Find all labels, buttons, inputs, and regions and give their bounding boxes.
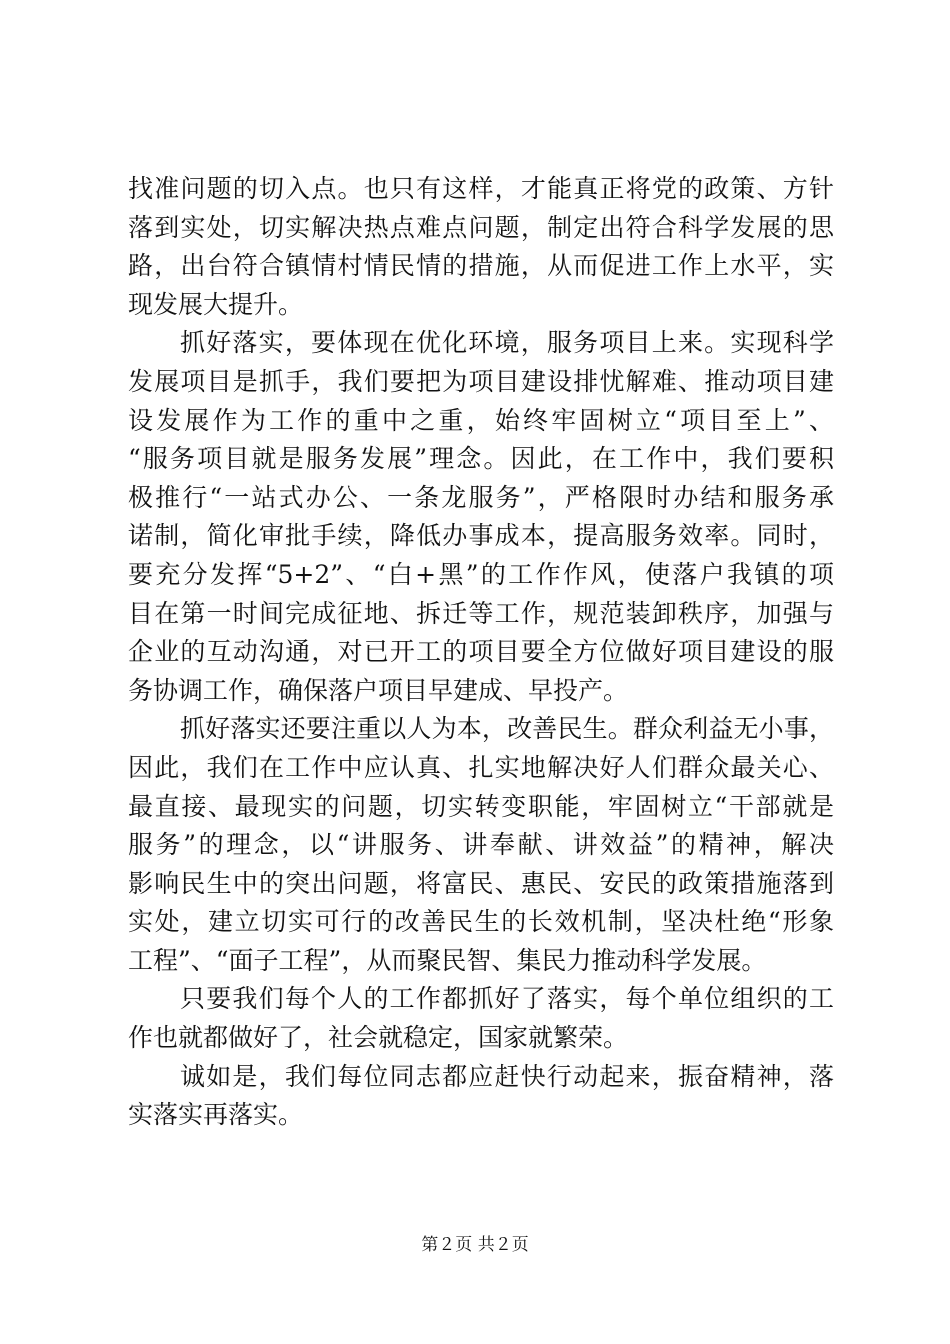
text-line: 现发展大提升。 xyxy=(128,289,304,319)
paragraph xyxy=(128,324,834,710)
text-line: 极推行“一站式办公、一条龙服务”，严格限时办结和服务承 xyxy=(128,482,834,512)
text-line: 服务”的理念，以“讲服务、讲奉献、讲效益”的精神，解决 xyxy=(128,830,834,860)
text-line: 发展项目是抓手，我们要把为项目建设排忧解难、推动项目建 xyxy=(128,366,834,396)
paragraph xyxy=(128,170,834,324)
page-footer: 第２页 共２页 xyxy=(421,1235,529,1255)
text-line: 最直接、最现实的问题，切实转变职能，牢固树立“干部就是 xyxy=(128,791,834,821)
text-line: 路，出台符合镇情村情民情的措施，从而促进工作上水平，实 xyxy=(128,251,834,281)
text-line: 抓好落实还要注重以人为本，改善民生。群众利益无小事， xyxy=(180,714,834,744)
paragraph xyxy=(128,1058,834,1135)
text-line: 诚如是，我们每位同志都应赶快行动起来，振奋精神，落 xyxy=(180,1061,834,1091)
text-line: 因此，我们在工作中应认真、扎实地解决好人们群众最关心、 xyxy=(128,752,834,782)
text-line: 抓好落实，要体现在优化环境，服务项目上来。实现科学 xyxy=(180,328,834,358)
text-line: 作也就都做好了，社会就稳定，国家就繁荣。 xyxy=(128,1023,629,1053)
text-line: 找准问题的切入点。也只有这样，才能真正将党的政策、方针 xyxy=(128,174,834,203)
paragraph xyxy=(128,980,834,1057)
text-line: 要充分发挥“5+2”、“白+黑”的工作作风，使落户我镇的项 xyxy=(128,559,834,589)
text-line: 设发展作为工作的重中之重，始终牢固树立“项目至上”、 xyxy=(128,405,834,435)
text-line: 目在第一时间完成征地、拆迁等工作，规范装卸秩序，加强与 xyxy=(128,598,834,628)
text-line: 工程”、“面子工程”，从而聚民智、集民力推动科学发展。 xyxy=(128,945,767,975)
text-line: 企业的互动沟通，对已开工的项目要全方位做好项目建设的服 xyxy=(128,637,834,667)
text-line: 只要我们每个人的工作都抓好了落实，每个单位组织的工 xyxy=(180,984,834,1014)
text-line: 影响民生中的突出问题，将富民、惠民、安民的政策措施落到 xyxy=(128,868,834,898)
text-line: 诺制，简化审批手续，降低办事成本，提高服务效率。同时， xyxy=(128,521,834,551)
text-line: 务协调工作，确保落户项目早建成、早投产。 xyxy=(128,675,629,705)
paragraph xyxy=(128,710,834,980)
text-line: 实处，建立切实可行的改善民生的长效机制，坚决杜绝“形象 xyxy=(128,907,834,937)
text-line: 实落实再落实。 xyxy=(128,1100,304,1130)
text-line: “服务项目就是服务发展”理念。因此，在工作中，我们要积 xyxy=(128,444,834,474)
body-text xyxy=(128,170,834,1135)
text-line: 落到实处，切实解决热点难点问题，制定出符合科学发展的思 xyxy=(128,212,834,242)
